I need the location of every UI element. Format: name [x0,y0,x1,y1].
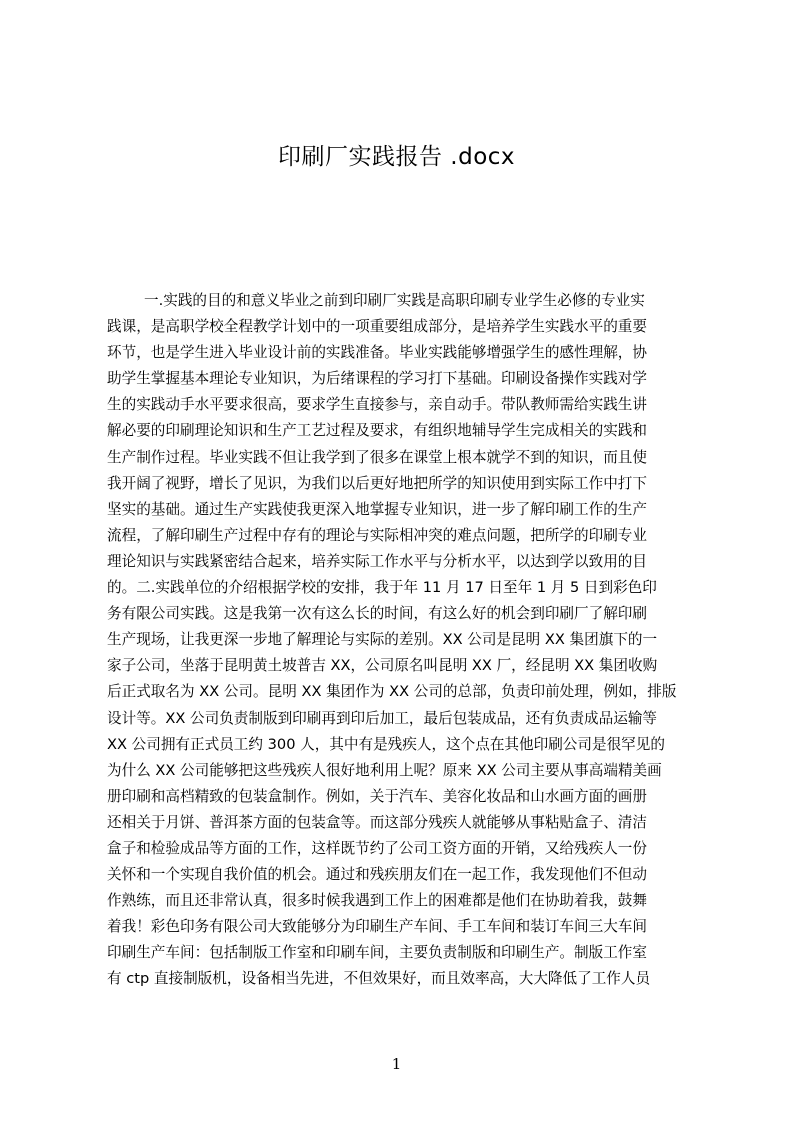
body-line: 生产制作过程。毕业实践不但让我学到了很多在课堂上根本就学不到的知识，而且使 [107,448,647,466]
body-line: 践课，是高职学校全程教学计划中的一项重要组成部分，是培养学生实践水平的重要 [107,318,647,336]
document-body [107,288,699,993]
body-line: 的。二.实践单位的介绍根据学校的安排，我于年 11 月 17 日至年 1 月 5 日到彩色印 [107,579,657,597]
body-line: 家子公司，坐落于昆明黄土坡普吉 XX，公司原名叫昆明 XX 厂，经昆明 XX 集团收购 [107,657,658,675]
body-line: 设计等。XX 公司负责制版到印刷再到印后加工，最后包装成品，还有负责成品运输等 [107,709,658,727]
body-line: 有 ctp 直接制版机，设备相当先进，不但效果好，而且效率高，大大降低了工作人员 [107,970,651,988]
body-line: 理论知识与实践紧密结合起来，培养实际工作水平与分析水平，以达到学以致用的目 [107,552,647,570]
body-line: 印刷生产车间：包括制版工作室和印刷车间，主要负责制版和印刷生产。制版工作室 [107,944,647,962]
body-line: 解必要的印刷理论知识和生产工艺过程及要求，有组织地辅导学生完成相关的实践和 [107,422,647,440]
body-line: 一.实践的目的和意义毕业之前到印刷厂实践是高职印刷专业学生必修的专业实 [144,292,645,309]
body-line: 坚实的基础。通过生产实践使我更深入地掌握专业知识，进一步了解印刷工作的生产 [107,500,647,518]
body-line: XX 公司拥有正式员工约 300 人，其中有是残疾人，这个点在其他印刷公司是很罕见的 [107,735,665,753]
body-line: 我开阔了视野，增长了见识，为我们以后更好地把所学的知识使用到实际工作中打下 [107,474,647,492]
body-line: 为什么 XX 公司能够把这些残疾人很好地利用上呢？原来 XX 公司主要从事高端精美画 [107,761,662,779]
body-line: 生产现场，让我更深一步地了解理论与实际的差别。XX 公司是昆明 XX 集团旗下的一 [107,631,658,649]
body-line: 务有限公司实践。这是我第一次有这么长的时间，有这么好的机会到印刷厂了解印刷 [107,605,647,623]
body-line: 还相关于月饼、普洱茶方面的包装盒等。而这部分残疾人就能够从事粘贴盒子、清洁 [107,813,647,831]
body-line: 流程，了解印刷生产过程中存有的理论与实际相冲突的难点问题，把所学的印刷专业 [107,526,647,544]
document-title: 印刷厂实践报告 .docx [277,144,516,170]
body-line: 环节，也是学生进入毕业设计前的实践准备。毕业实践能够增强学生的感性理解，协 [107,344,647,362]
body-line: 盒子和检验成品等方面的工作，这样既节约了公司工资方面的开销，又给残疾人一份 [107,839,647,857]
body-line: 作熟练，而且还非常认真，很多时候我遇到工作上的困难都是他们在协助着我，鼓舞 [107,892,647,910]
body-line: 后正式取名为 XX 公司。昆明 XX 集团作为 XX 公司的总部，负责印前处理，例如，排版 [107,683,677,701]
body-line: 册印刷和高档精致的包装盒制作。例如，关于汽车、美容化妆品和山水画方面的画册 [107,787,647,805]
page-number: 1 [391,1055,402,1073]
body-line: 生的实践动手水平要求很高，要求学生直接参与，亲自动手。带队教师需给实践生讲 [107,396,647,414]
body-line: 关怀和一个实现自我价值的机会。通过和残疾朋友们在一起工作，我发现他们不但动 [107,866,647,884]
body-line: 助学生掌握基本理论专业知识，为后绪课程的学习打下基础。印刷设备操作实践对学 [107,370,647,388]
body-line: 着我！彩色印务有限公司大致能够分为印刷生产车间、手工车间和装订车间三大车间 [107,918,647,936]
